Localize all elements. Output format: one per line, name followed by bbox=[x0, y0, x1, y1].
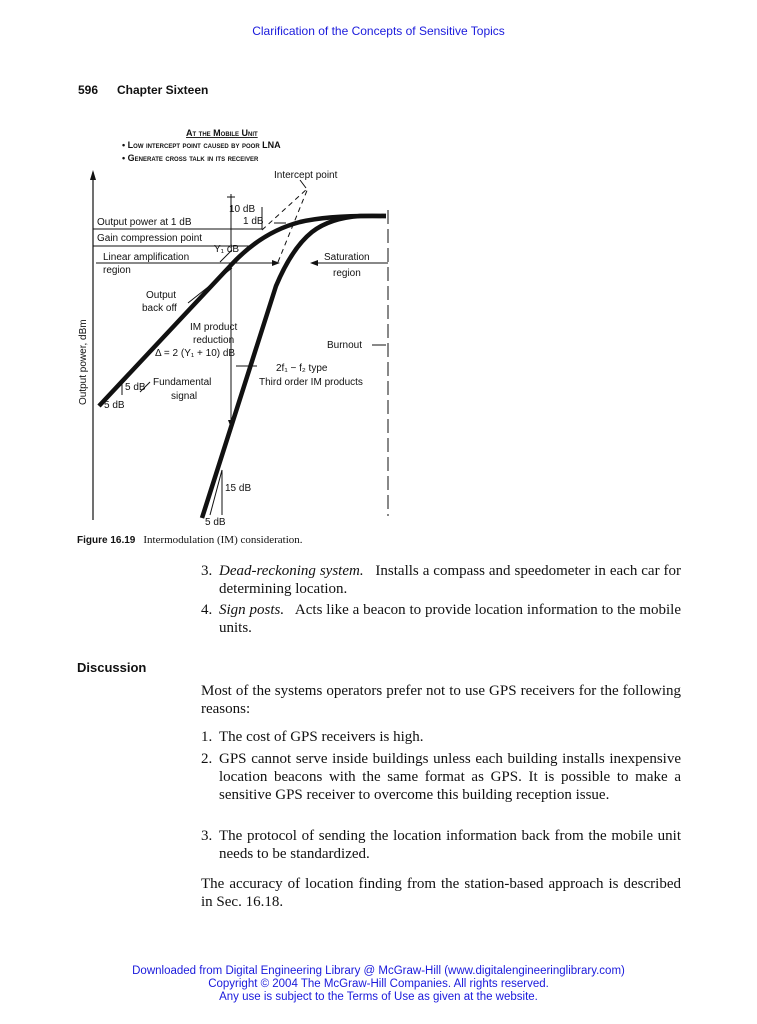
figure-heading: At the Mobile Unit bbox=[186, 128, 258, 138]
arrow-left-icon bbox=[310, 260, 318, 266]
label-intercept-point: Intercept point bbox=[274, 170, 338, 181]
list-item: 3. The protocol of sending the location information back from the mobile unit needs to be standardized. bbox=[201, 828, 681, 862]
y-axis-label: Output power, dBm bbox=[78, 319, 89, 405]
page-number: 596 bbox=[78, 83, 99, 97]
label-delta: Δ = 2 (Y₁ + 10) dB bbox=[155, 348, 236, 359]
paragraph-intro: Most of the systems operators prefer not to use GPS receivers for the following reasons: bbox=[201, 683, 681, 717]
section-heading: Discussion bbox=[77, 660, 147, 675]
label-region-right: region bbox=[333, 268, 361, 279]
figure-caption bbox=[77, 534, 303, 546]
label-region-left: region bbox=[103, 265, 131, 276]
label-10db: 10 dB bbox=[229, 204, 256, 215]
label-im-product: IM product bbox=[190, 322, 238, 333]
y-axis-arrow-icon bbox=[90, 170, 96, 180]
list-item: 3. Dead-reckoning system. Installs a compass and speedometer in each car for determining location. bbox=[201, 563, 681, 597]
label-y1db: Y₁ dB bbox=[214, 244, 240, 255]
chapter-title: Chapter Sixteen bbox=[117, 83, 209, 97]
label-saturation: Saturation bbox=[324, 252, 370, 263]
caption-text: Intermodulation (IM) consideration. bbox=[143, 534, 303, 546]
label-2f1-f2: 2f₁ − f₂ type bbox=[276, 363, 328, 374]
footer bbox=[0, 965, 757, 1004]
list-item: 2. GPS cannot serve inside buildings unless each building installs inexpensive location beacons with the same format as GPS. It is possible to make a sensitive GPS receiver to overcome this building reception issue. bbox=[201, 751, 681, 803]
im-figure bbox=[70, 120, 400, 530]
label-linear-amp: Linear amplification bbox=[103, 252, 190, 263]
caption-label: Figure 16.19 bbox=[77, 535, 136, 546]
list-item: 1. The cost of GPS receivers is high. bbox=[201, 729, 424, 745]
label-output-power: Output power at 1 dB bbox=[97, 217, 192, 228]
label-5db-b: 5 dB bbox=[104, 400, 125, 411]
intercept-pointer bbox=[300, 180, 306, 188]
label-back-off: back off bbox=[142, 303, 177, 314]
footer-copyright: Copyright © 2004 The McGraw-Hill Companies. All rights reserved. bbox=[208, 978, 549, 990]
list-term: Sign posts. bbox=[219, 602, 285, 618]
label-burnout: Burnout bbox=[327, 340, 363, 351]
running-header: Clarification of the Concepts of Sensitive Topics bbox=[252, 24, 505, 38]
figure-bullet-1: • Low intercept point caused by poor LNA bbox=[122, 140, 281, 150]
label-reduction: reduction bbox=[193, 335, 235, 346]
footer-terms[interactable]: Any use is subject to the Terms of Use as given at the website. bbox=[219, 991, 538, 1003]
list-term: Dead-reckoning system. bbox=[219, 563, 364, 579]
label-15db: 15 dB bbox=[225, 483, 252, 494]
label-gain-compression: Gain compression point bbox=[97, 233, 203, 244]
label-5db-c: 5 dB bbox=[205, 517, 226, 528]
list-item: 4. Sign posts. Acts like a beacon to provide location information to the mobile units. bbox=[201, 602, 681, 636]
slope-triangle-1 bbox=[110, 380, 122, 395]
paragraph-closing: The accuracy of location finding from the station-based approach is described in Sec. 16.18. bbox=[201, 876, 681, 910]
label-5db-a: 5 dB bbox=[125, 382, 146, 393]
figure-bullet-2: • Generate cross talk in its receiver bbox=[122, 153, 259, 163]
label-third-order: Third order IM products bbox=[259, 377, 363, 388]
label-fundamental: Fundamental bbox=[153, 377, 212, 388]
footer-link-line[interactable]: Downloaded from Digital Engineering Library @ McGraw-Hill (www.digitalengineeringlibrary.com) bbox=[132, 965, 625, 977]
label-signal: signal bbox=[171, 391, 198, 402]
label-1db: 1 dB bbox=[243, 216, 264, 227]
label-output: Output bbox=[146, 290, 177, 301]
